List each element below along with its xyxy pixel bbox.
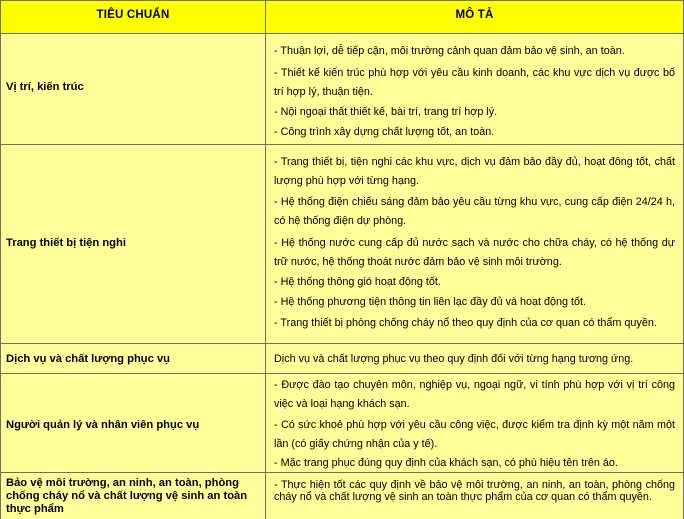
- criteria-cell: [0, 34, 266, 144]
- description-item: - Thuận lợi, dễ tiếp cận, môi trường cảnh quan đảm bảo vệ sinh, an toàn.: [274, 45, 625, 57]
- description-item: - Được đào tạo chuyên môn, nghiệp vụ, ngoại ngữ, vi tính phù hợp với vị trí công việc và loại hạng khách sạn.: [274, 379, 675, 410]
- description-item: - Trang thiết bị, tiện nghi các khu vực, dịch vụ đảm bảo đầy đủ, hoạt đông tốt, chất lượng phù hợp với từng hạng.: [274, 156, 675, 187]
- table-row: [0, 374, 684, 473]
- criteria-label: Vị trí, kiến trúc: [6, 81, 84, 93]
- header-description-label: MÔ TẢ: [455, 9, 494, 21]
- description-item: - Thực hiện tốt các quy định về bảo vệ môi trường, an ninh, an toàn, phòng chống cháy nổ và chất lượng vệ sinh an toàn thực phẩm của cơ quan có thẩm quyền.: [274, 479, 675, 503]
- header-criteria-label: TIÊU CHUẨN: [96, 9, 170, 21]
- description-item: - Nội ngoại thất thiết kế, bài trí, trang trí hợp lý.: [274, 106, 498, 118]
- table-row: [0, 34, 684, 145]
- description-item: - Hệ thống phương tiện thông tin liên lạc đầy đủ và hoạt động tốt.: [274, 296, 587, 308]
- description-item: - Hệ thống nước cung cấp đủ nước sạch và nước cho chữa cháy, có hệ thống dự trữ nước, hệ thống thoát nước đảm bảo vệ sinh môi trường.: [274, 237, 675, 268]
- criteria-label: Trang thiết bị tiện nghi: [6, 237, 126, 249]
- description-cell: [266, 145, 684, 343]
- criteria-cell: [0, 473, 266, 519]
- header-criteria-cell: [0, 1, 266, 33]
- criteria-label: Bảo vệ môi trường, an ninh, an toàn, phòng chống cháy nổ và chất lượng vệ sinh an toàn thực phẩm: [6, 477, 248, 515]
- criteria-cell: [0, 145, 266, 343]
- criteria-cell: [0, 374, 266, 472]
- description-item: - Có sức khoẻ phù hợp với yêu cầu công việc, được kiểm tra định kỳ một năm một lần (có giấy chứng nhận của y tế).: [274, 419, 675, 450]
- description-item: - Hệ thống điện chiếu sáng đảm bảo yêu cầu từng khu vực, cung cấp điện 24/24 h, có hệ thống điện dự phòng.: [274, 196, 675, 227]
- description-item: - Thiết kế kiến trúc phù hợp với yêu cầu kinh doanh, các khu vực dịch vụ được bố trí hợp lý, thuận tiện.: [274, 67, 675, 98]
- table-row: [0, 473, 684, 519]
- criteria-label: Người quản lý và nhân viên phục vụ: [6, 419, 200, 431]
- table-header-row: [0, 0, 684, 34]
- description-cell: [266, 344, 684, 373]
- description-cell: [266, 473, 684, 519]
- description-item: - Mặc trang phục đúng quy định của khách sạn, có phù hiệu tên trên áo.: [274, 457, 618, 469]
- description-cell: [266, 374, 684, 472]
- table-row: [0, 145, 684, 344]
- description-item: Dịch vụ và chất lượng phục vụ theo quy định đối với từng hạng tương ứng.: [274, 353, 634, 365]
- header-description-cell: [266, 1, 684, 33]
- description-item: - Hệ thống thông gió hoạt động tốt.: [274, 276, 441, 288]
- table-row: [0, 344, 684, 374]
- description-item: - Trang thiết bị phòng chống cháy nổ theo quy định của cơ quan có thẩm quyền.: [274, 317, 657, 329]
- description-item: - Công trình xây dựng chất lượng tốt, an toàn.: [274, 126, 495, 138]
- description-cell: [266, 34, 684, 144]
- criteria-label: Dịch vụ và chất lượng phục vụ: [6, 353, 171, 365]
- criteria-cell: [0, 344, 266, 373]
